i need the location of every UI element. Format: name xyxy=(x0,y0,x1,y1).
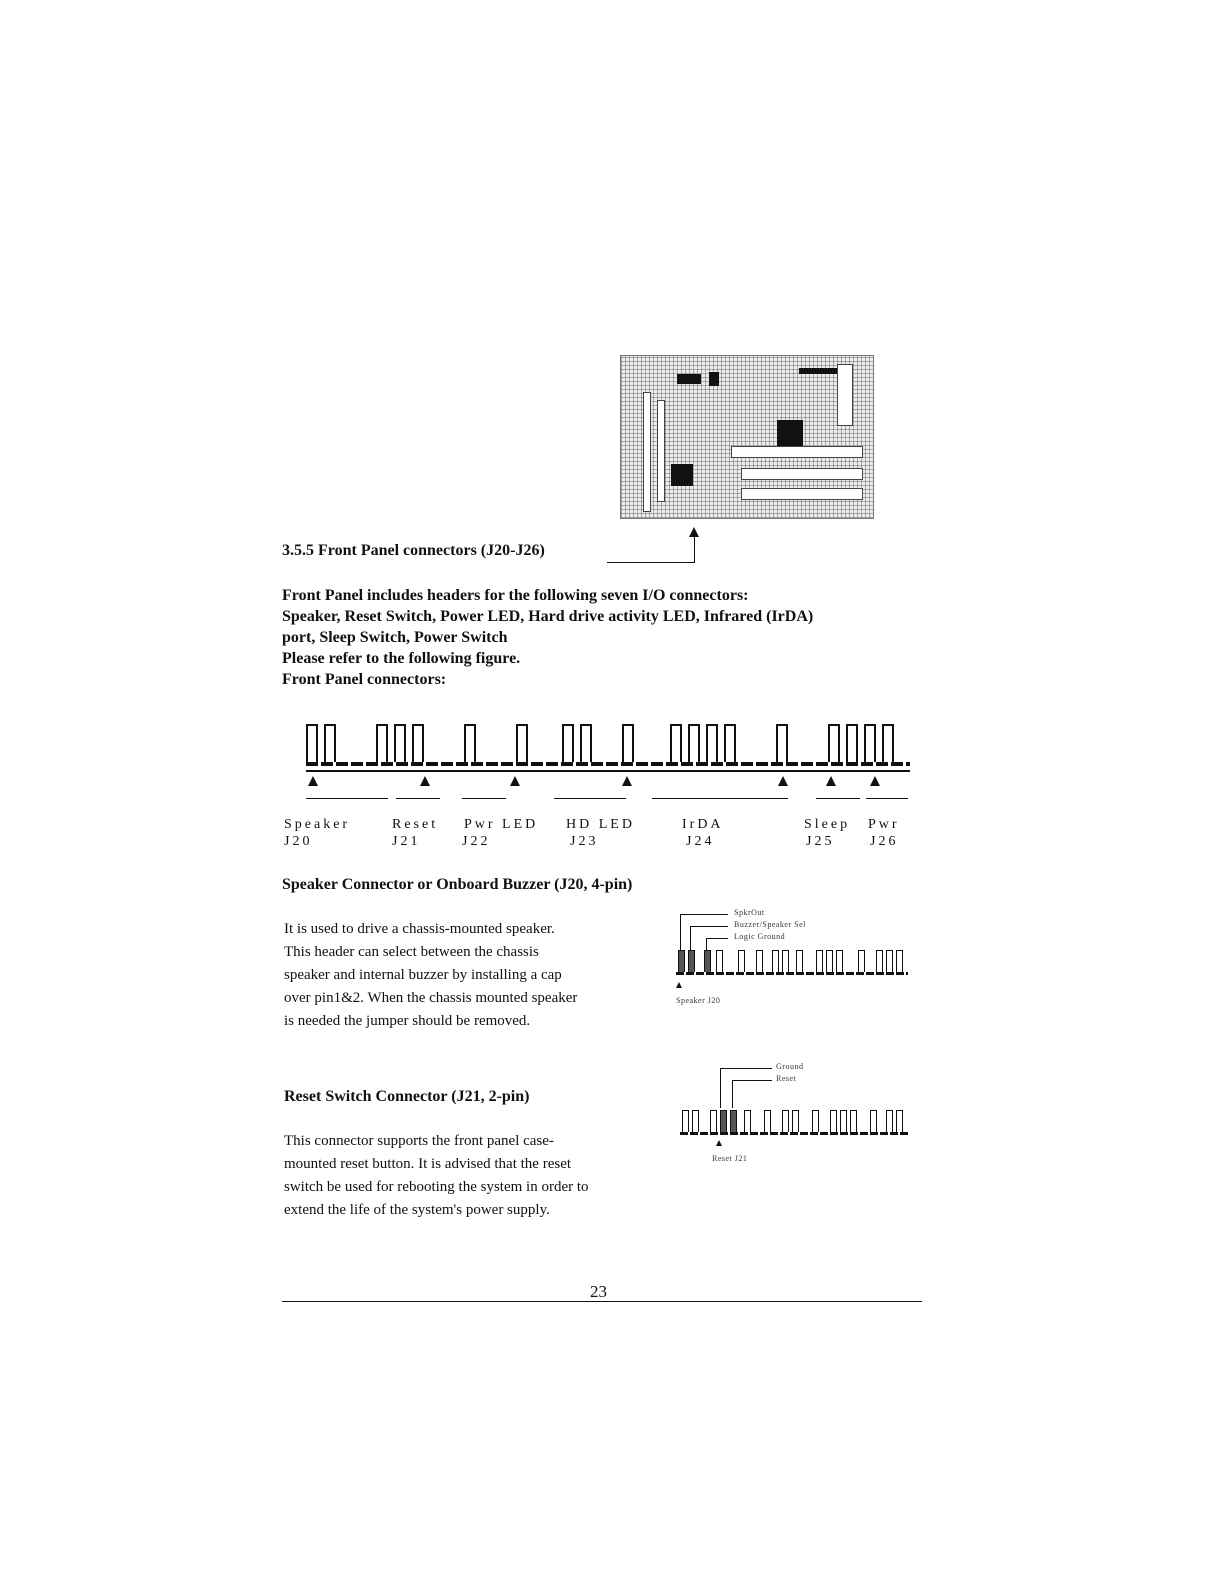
pointer-line xyxy=(607,562,695,563)
intro-paragraph xyxy=(282,585,922,690)
page-number: 23 xyxy=(590,1282,607,1301)
speaker-section-title: Speaker Connector or Onboard Buzzer (J20, 4-pin) xyxy=(282,876,633,893)
pin-label: SpkrOut xyxy=(734,908,765,917)
pin1-marker-icon xyxy=(870,776,880,786)
pin-label: Logic Ground xyxy=(734,932,786,941)
intro-line: Front Panel includes headers for the following seven I/O connectors: xyxy=(282,587,749,604)
connector-name: Speaker xyxy=(284,817,351,832)
intro-line: Speaker, Reset Switch, Power LED, Hard drive activity LED, Infrared (IrDA) xyxy=(282,608,814,625)
paragraph-line: This connector supports the front panel case- xyxy=(284,1133,554,1149)
intro-line: Front Panel connectors: xyxy=(282,671,447,688)
connector-name: Reset xyxy=(392,817,439,832)
paragraph-line: speaker and internal buzzer by installing a cap xyxy=(284,967,562,983)
reset-section-title: Reset Switch Connector (J21, 2-pin) xyxy=(284,1088,530,1105)
motherboard-layout-image xyxy=(620,355,874,519)
pin1-marker-icon xyxy=(826,776,836,786)
pin1-marker-icon xyxy=(510,776,520,786)
connector-id: J26 xyxy=(870,834,899,849)
reset-paragraph xyxy=(284,1130,664,1222)
diagram-caption: Reset J21 xyxy=(712,1154,748,1163)
paragraph-line: mounted reset button. It is advised that the reset xyxy=(284,1156,572,1172)
pin-label: Ground xyxy=(776,1062,804,1071)
diagram-caption: Speaker J20 xyxy=(676,996,721,1005)
pin-label: Reset xyxy=(776,1074,797,1083)
section-title: 3.5.5 Front Panel connectors (J20-J26) xyxy=(282,542,545,559)
pin1-marker-icon xyxy=(716,1140,722,1146)
connector-name: HD LED xyxy=(566,817,635,832)
pin1-marker-icon xyxy=(676,982,682,988)
connector-name: Sleep xyxy=(804,817,851,832)
paragraph-line: It is used to drive a chassis-mounted speaker. xyxy=(284,921,555,937)
paragraph-line: switch be used for rebooting the system in order to xyxy=(284,1179,589,1195)
paragraph-line: is needed the jumper should be removed. xyxy=(284,1013,531,1029)
speaker-pin-diagram xyxy=(676,908,910,1018)
connector-id: J21 xyxy=(392,834,421,849)
pointer-stem xyxy=(694,536,695,563)
front-panel-diagram xyxy=(306,720,906,810)
intro-line: port, Sleep Switch, Power Switch xyxy=(282,629,508,646)
pointer-arrow-icon xyxy=(689,527,699,537)
footer-rule xyxy=(282,1301,922,1302)
pin-label: Buzzer/Speaker Sel xyxy=(734,920,806,929)
connector-name: IrDA xyxy=(682,817,724,832)
pin1-marker-icon xyxy=(420,776,430,786)
reset-pin-diagram xyxy=(680,1060,910,1170)
connector-id: J24 xyxy=(686,834,715,849)
connector-id: J22 xyxy=(462,834,491,849)
connector-id: J23 xyxy=(570,834,599,849)
pin1-marker-icon xyxy=(308,776,318,786)
paragraph-line: extend the life of the system's power supply. xyxy=(284,1202,550,1218)
connector-id: J25 xyxy=(806,834,835,849)
connector-id: J20 xyxy=(284,834,313,849)
paragraph-line: over pin1&2. When the chassis mounted speaker xyxy=(284,990,578,1006)
connector-name: Pwr LED xyxy=(464,817,539,832)
intro-line: Please refer to the following figure. xyxy=(282,650,521,667)
pin1-marker-icon xyxy=(622,776,632,786)
speaker-paragraph xyxy=(284,918,644,1033)
connector-name: Pwr xyxy=(868,817,900,832)
paragraph-line: This header can select between the chassis xyxy=(284,944,539,960)
pin1-marker-icon xyxy=(778,776,788,786)
